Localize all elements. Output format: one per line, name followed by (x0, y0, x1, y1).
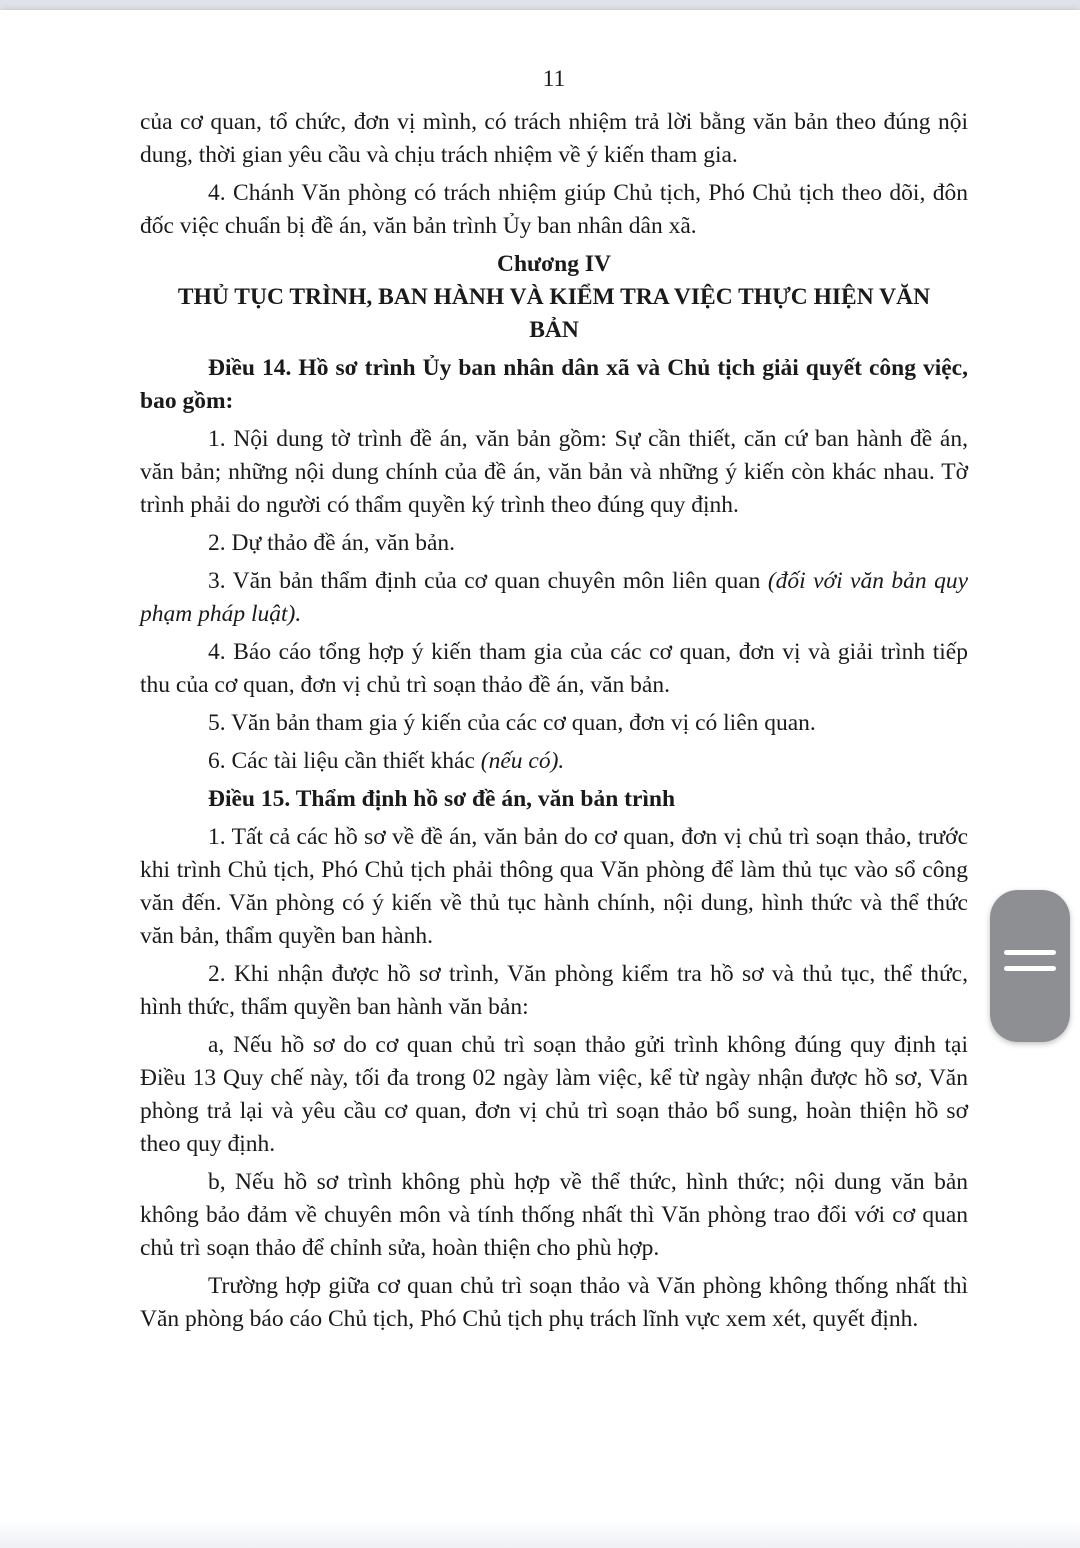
menu-lines-icon-bar (1004, 966, 1056, 971)
article-15-item-2b: b, Nếu hồ sơ trình không phù hợp về thể thức, hình thức; nội dung văn bản không bảo đảm về chuyên môn và tính thống nhất thì Văn phòng trao đổi với cơ quan chủ trì soạn thảo để chỉnh sửa, hoàn thiện cho phù hợp. (140, 1169, 968, 1261)
article-14-item-6-text: 6. Các tài liệu cần thiết khác (208, 748, 481, 774)
scroll-handle[interactable] (990, 890, 1070, 1042)
chapter-label: Chương IV (497, 251, 611, 277)
article-14-item-4: 4. Báo cáo tổng hợp ý kiến tham gia của các cơ quan, đơn vị và giải trình tiếp thu của cơ quan, đơn vị chủ trì soạn thảo đề án, văn bản. (140, 639, 968, 698)
article-14-item-3-note: (đối với văn bản quy phạm pháp luật). (140, 568, 969, 627)
chapter-title: THỦ TỤC TRÌNH, BAN HÀNH VÀ KIỂM TRA VIỆC THỰC HIỆN VĂN BẢN (177, 284, 931, 343)
paragraph-continuation: của cơ quan, tổ chức, đơn vị mình, có trách nhiệm trả lời bằng văn bản theo đúng nội dung, thời gian yêu cầu và chịu trách nhiệm về ý kiến tham gia. (140, 109, 968, 168)
menu-lines-icon (1004, 950, 1056, 955)
article-14-item-5: 5. Văn bản tham gia ý kiến của các cơ quan, đơn vị có liên quan. (208, 710, 816, 736)
article-14-item-2: 2. Dự thảo đề án, văn bản. (208, 530, 456, 556)
article-15-item-2c: Trường hợp giữa cơ quan chủ trì soạn thảo và Văn phòng không thống nhất thì Văn phòng báo cáo Chủ tịch, Phó Chủ tịch phụ trách lĩnh vực xem xét, quyết định. (140, 1273, 968, 1332)
article-15-item-2: 2. Khi nhận được hồ sơ trình, Văn phòng kiểm tra hồ sơ và thủ tục, thể thức, hình thức, thẩm quyền ban hành văn bản: (140, 961, 968, 1020)
article-14-item-3 (140, 565, 968, 631)
article-14-item-1: 1. Nội dung tờ trình đề án, văn bản gồm: Sự cần thiết, căn cứ ban hành đề án, văn bản; những nội dung chính của đề án, văn bản và những ý kiến còn khác nhau. Tờ trình phải do người có thẩm quyền ký trình theo đúng quy định. (140, 426, 968, 518)
article-14-item-6-note: (nếu có). (480, 748, 565, 774)
article-14-item-3-text: 3. Văn bản thẩm định của cơ quan chuyên môn liên quan (208, 568, 768, 594)
paragraph-item-4: 4. Chánh Văn phòng có trách nhiệm giúp Chủ tịch, Phó Chủ tịch theo dõi, đôn đốc việc chuẩn bị đề án, văn bản trình Ủy ban nhân dân xã. (140, 180, 968, 239)
article-15-heading: Điều 15. Thẩm định hồ sơ đề án, văn bản trình (208, 786, 676, 812)
article-15-item-2a: a, Nếu hồ sơ do cơ quan chủ trì soạn thảo gửi trình không đúng quy định tại Điều 13 Quy chế này, tối đa trong 02 ngày làm việc, kể từ ngày nhận được hồ sơ, Văn phòng trả lại và yêu cầu cơ quan, đơn vị chủ trì soạn thảo bổ sung, hoàn thiện hồ sơ theo quy định. (140, 1032, 968, 1157)
page-bottom-shade (0, 1520, 1080, 1548)
page-content (140, 62, 968, 1336)
page-number: 11 (542, 66, 566, 92)
article-15-item-1: 1. Tất cả các hồ sơ về đề án, văn bản do cơ quan, đơn vị chủ trì soạn thảo, trước khi trình Chủ tịch, Phó Chủ tịch phải thông qua Văn phòng để làm thủ tục vào sổ công văn đến. Văn phòng có ý kiến về thủ tục hành chính, nội dung, hình thức và thể thức văn bản, thẩm quyền ban hành. (140, 824, 968, 949)
document-page (0, 10, 1080, 1548)
article-14-heading: Điều 14. Hồ sơ trình Ủy ban nhân dân xã và Chủ tịch giải quyết công việc, bao gồm: (140, 355, 968, 414)
article-14-item-6 (140, 745, 968, 778)
